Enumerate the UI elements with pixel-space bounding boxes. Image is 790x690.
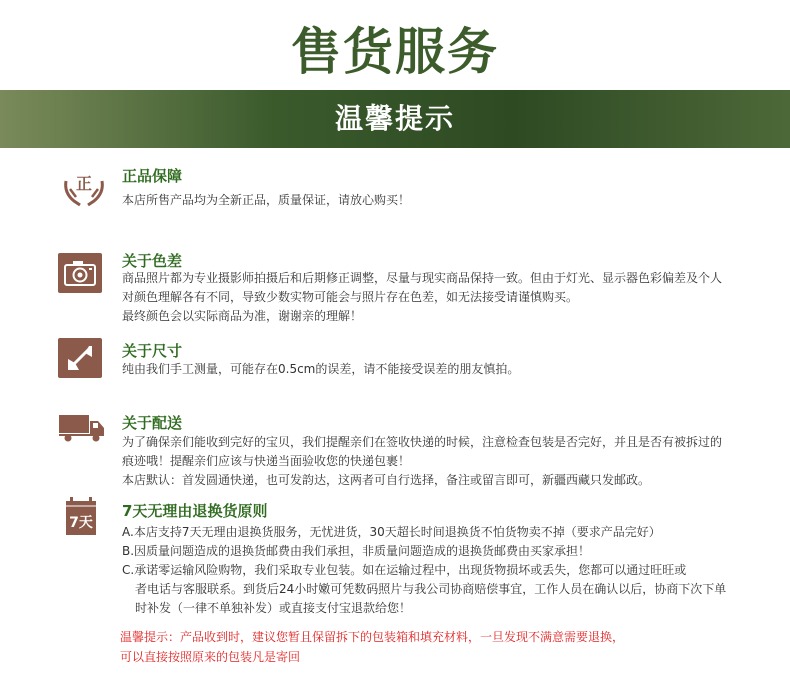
banner [0, 90, 790, 148]
text-line: A.本店支持7天无理由退换货服务，无忧进货，30天超长时间退换货不怕货物卖不掉（要求产品完好） [122, 525, 661, 539]
warning-line: 可以直接按照原来的包装凡是寄回 [120, 650, 301, 664]
section-heading: 关于尺寸 [122, 342, 183, 360]
section-body [122, 433, 782, 490]
section-heading: 关于色差 [122, 252, 183, 270]
truck-icon [58, 412, 106, 444]
text-line: 时补发（一律不单独补发）或直接支付宝退款给您！ [135, 601, 412, 615]
text-line: 对颜色理解各有不同，导致少数实物可能会与照片存在色差，如无法接受请谨慎购买。 [122, 290, 579, 304]
text-line: 本店默认：首发圆通快递，也可发韵达，这两者可自行选择，备注或留言即可，新疆西藏只发邮政。 [122, 473, 651, 487]
text-line: 者电话与客服联系。到货后24小时嫩可凭数码照片与我公司协商赔偿事宜，工作人员在确认以后，协商下次下单 [135, 582, 727, 596]
text-line: C.承诺零运输风险购物，我们采取专业包装。如在运输过程中，出现货物损坏或丢失，您都可以通过旺旺或 [122, 563, 687, 577]
section-body [122, 523, 782, 618]
warning-line: 温馨提示：产品收到时，建议您暂且保留拆下的包装箱和填充材料，一旦发现不满意需要退换， [120, 630, 625, 644]
genuine-icon [62, 165, 106, 209]
section-body [122, 191, 782, 210]
page-title: 售货服务 [291, 22, 499, 81]
text-line: 本店所售产品均为全新正品，质量保证，请放心购买！ [122, 193, 411, 207]
camera-icon [58, 253, 102, 293]
text-line: 痕迹哦！提醒亲们应该与快递当面验收您的快递包裹！ [122, 454, 411, 468]
text-line: B.因质量问题造成的退换货邮费由我们承担，非质量问题造成的退换货邮费由买家承担！ [122, 544, 591, 558]
text-line: 商品照片都为专业摄影师拍摄后和后期修正调整，尽量与现实商品保持一致。但由于灯光、显示器色彩偏差及个人 [122, 271, 723, 285]
warning-note [120, 627, 680, 667]
calendar-7-days-icon [64, 497, 98, 537]
text-line: 为了确保亲们能收到完好的宝贝，我们提醒亲们在签收快递的时候，注意检查包装是否完好，并且是否有被拆过的 [122, 435, 723, 449]
section-heading: 正品保障 [122, 167, 183, 185]
genuine-icon-text: 正 [75, 174, 93, 193]
calendar-icon-text: 7天 [69, 515, 93, 531]
section-body [122, 360, 782, 379]
banner-title: 温馨提示 [334, 102, 455, 135]
section-heading: 7天无理由退换货原则 [122, 502, 268, 520]
resize-arrow-icon [58, 338, 102, 378]
section-heading: 关于配送 [122, 414, 183, 432]
section-body [122, 269, 782, 326]
text-line: 最终颜色会以实际商品为准，谢谢亲的理解！ [122, 309, 363, 323]
text-line: 纯由我们手工测量，可能存在0.5cm的误差，请不能接受误差的朋友慎拍。 [122, 362, 520, 376]
